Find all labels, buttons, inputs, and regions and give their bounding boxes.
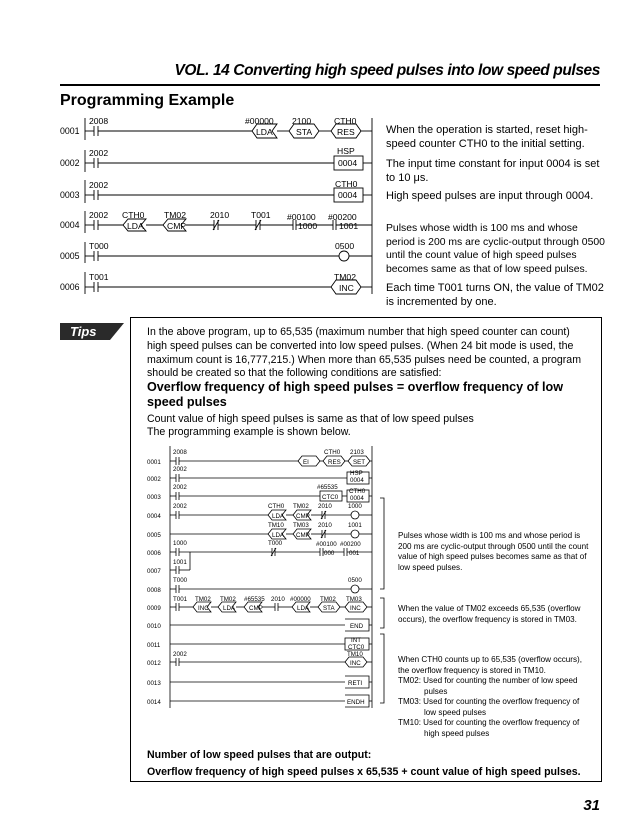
ladder2-label: T001 (173, 596, 188, 603)
ladder2-label: 1000 (173, 540, 187, 547)
ladder2-label: CTC0 (322, 494, 339, 501)
ladder2-label: 2103 (350, 449, 364, 456)
ladder2-label: #00100 (316, 541, 337, 548)
ladder2-label: CTH0 (268, 503, 285, 510)
ladder1-label: TM02 (334, 272, 356, 282)
ladder2-label: TM03 (293, 522, 309, 529)
ladder2-label: #00000 (290, 596, 311, 603)
ladder2-label: TM02 (220, 596, 236, 603)
header-title: VOL. 14 Converting high speed pulses into low speed pulses (174, 62, 600, 79)
ladder2-label: 2002 (173, 503, 187, 510)
ladder2-step: 0008 (147, 587, 161, 594)
note-tm10-usage: TM10: Used for counting the overflow frequency of high speed pulses (398, 718, 580, 738)
ladder2-label: 1001 (173, 559, 187, 566)
ladder2-label: STA (323, 605, 335, 612)
note-cth0-line: When CTH0 counts up to 65,535 (overflow occurs), the overflow frequency is stored in TM10. (398, 655, 582, 675)
ladder2-label: T000 (268, 540, 283, 547)
ladder2-label: TM10 (268, 522, 284, 529)
ladder1-label: #00000 (245, 116, 274, 126)
ladder2-step: 0011 (147, 642, 161, 649)
ladder2-step: 0003 (147, 494, 161, 501)
ladder1-step-0001: 0001 (60, 126, 80, 136)
ladder2-label: TM02 (293, 503, 309, 510)
ladder2-label: LDA (297, 605, 310, 612)
ladder1-label: CTH0 (122, 210, 145, 220)
ladder2-label: EI (303, 459, 309, 466)
ladder1-label: INC (339, 283, 354, 293)
ladder2-label: 001 (349, 550, 360, 557)
ladder1-label: LDA (256, 127, 273, 137)
ladder1-label: CMP (167, 221, 187, 231)
ladder1-label: 2008 (89, 116, 109, 126)
ladder2-step: 0002 (147, 476, 161, 483)
ladder2-step: 0010 (147, 623, 161, 630)
page-number: 31 (583, 797, 600, 814)
ladder2-label: TM03 (346, 596, 362, 603)
ladder1-label: 2002 (89, 148, 109, 158)
ladder1-label: 0500 (335, 241, 355, 251)
description-rung-4: Pulses whose width is 100 ms and whose period is 200 ms are cyclic-output through 0500 until the count value of high speed pulses becomes same as that of low speed pulses. (386, 223, 605, 275)
ladder1-label: 0004 (338, 190, 358, 200)
description-rung-2: The input time constant for input 0004 is set to 10 μs. (386, 158, 600, 184)
ladder2-label: T000 (173, 577, 188, 584)
ladder2-label: 2002 (173, 484, 187, 491)
ladder2-label: INC (350, 660, 361, 667)
tips-subtext-line-2: The programming example is shown below. (147, 426, 351, 438)
ladder2-step: 0007 (147, 568, 161, 575)
ladder2-label: END (350, 623, 364, 630)
note-cth0-overflow (398, 655, 590, 739)
ladder1-label: RES (337, 127, 355, 137)
ladder1-label: HSP (337, 146, 355, 156)
ladder2-label: CTH0 (349, 488, 366, 495)
ladder2-step: 0006 (147, 550, 161, 557)
ladder2-label: 0004 (350, 477, 364, 484)
ladder2-label: RES (328, 459, 341, 466)
ladder2-label: LDA (272, 513, 285, 520)
ladder2-label: 2002 (173, 466, 187, 473)
ladder2-label: 2010 (271, 596, 285, 603)
ladder2-label: HSP (350, 470, 363, 477)
ladder2-label: LDA (272, 532, 285, 539)
ladder1-label: CTH0 (334, 116, 357, 126)
ladder2-label: INT (351, 637, 361, 644)
ladder1-step-0006: 0006 (60, 282, 80, 292)
ladder1-step-0004: 0004 (60, 220, 80, 230)
ladder2-label: TM02 (320, 596, 336, 603)
ladder2-label: LDA (223, 605, 236, 612)
ladder1-label: LDA (127, 221, 144, 231)
ladder1-label: T001 (251, 210, 271, 220)
ladder2-label: RETI (348, 680, 363, 687)
ladder2-label: 1001 (348, 522, 362, 529)
ladder2-label: TM02 (195, 596, 211, 603)
ladder1-label: T001 (89, 272, 109, 282)
tips-subtext-line-1: Count value of high speed pulses is same as that of low speed pulses (147, 413, 474, 425)
ladder2-label: #65535 (317, 484, 338, 491)
ladder1-step-0005: 0005 (60, 251, 80, 261)
ladder2-label: 2008 (173, 449, 187, 456)
ladder1-step-0002: 0002 (60, 158, 80, 168)
ladder2-label: 2002 (173, 651, 187, 658)
ladder2-step: 0014 (147, 699, 161, 706)
ladder1-label: T000 (89, 241, 109, 251)
note-tm03-usage: TM03: Used for counting the overflow frequency of low speed pulses (398, 697, 580, 717)
ladder1-label: STA (296, 127, 313, 137)
ladder2-step: 0004 (147, 513, 161, 520)
ladder1-label: 1001 (339, 221, 359, 231)
ladder2-label: 2010 (318, 503, 332, 510)
ladder1-label: #00200 (328, 212, 357, 222)
ladder1-label: 2002 (89, 180, 109, 190)
ladder1-label: 2010 (210, 210, 230, 220)
ladder2-label: CMP (296, 513, 310, 520)
ladder2-label: 1000 (348, 503, 362, 510)
ladder1-label: 2100 (292, 116, 312, 126)
ladder2-label: 0500 (348, 577, 362, 584)
tips-label: Tips (70, 324, 97, 339)
ladder2-step: 0009 (147, 605, 161, 612)
ladder2-label: TM10 (347, 651, 363, 658)
ladder2-label: INC (350, 605, 361, 612)
tips-bottom-line-1: Number of low speed pulses that are output: (147, 749, 372, 761)
ladder2-label: ENDH (347, 699, 365, 706)
note-cyclic-output: Pulses whose width is 100 ms and whose period is 200 ms are cyclic-output through 0500 until the count value of high speed pulses becomes same as that of low speed pulses. (398, 531, 589, 572)
ladder2-label: CTH0 (324, 449, 341, 456)
description-rung-1: When the operation is started, reset high-speed counter CTH0 to the initial setting. (386, 124, 588, 150)
ladder2-label: CMP (249, 605, 263, 612)
ladder1-step-0003: 0003 (60, 190, 80, 200)
section-title: Programming Example (60, 92, 235, 109)
ladder2-label: CTC0 (348, 644, 365, 651)
ladder1-label: TM02 (164, 210, 186, 220)
ladder2-step: 0005 (147, 532, 161, 539)
note-tm02-usage: TM02: Used for counting the number of low speed pulses (398, 676, 578, 696)
ladder2-label: SET (353, 459, 366, 466)
ladder2-step: 0012 (147, 660, 161, 667)
description-rung-3: High speed pulses are input through 0004. (386, 190, 594, 202)
ladder2-label: #00200 (340, 541, 361, 548)
ladder2-label: #65535 (244, 596, 265, 603)
ladder1-label: 1000 (298, 221, 318, 231)
ladder1-label: 2002 (89, 210, 109, 220)
tips-bottom-line-2: Overflow frequency of high speed pulses x 65,535 + count value of high speed pulses. (147, 766, 581, 778)
ladder1-label: #00100 (287, 212, 316, 222)
tips-intro: In the above program, up to 65,535 (maximum number that high speed counter can count) high speed pulses can be converted into low speed pulses. (When 24 bit mode is used, the maximum count is 16,777,215.) When more than 65,535 pulses need be counted, a program should be created so that the following conditions are satisfied: (147, 326, 582, 380)
ladder2-step: 0013 (147, 680, 161, 687)
description-rung-6: Each time T001 turns ON, the value of TM02 is incremented by one. (386, 282, 604, 308)
tips-headline: Overflow frequency of high speed pulses = overflow frequency of low speed pulses (147, 380, 564, 409)
ladder1-label: 0004 (338, 158, 358, 168)
ladder2-label: 000 (324, 550, 335, 557)
note-tm02-overflow: When the value of TM02 exceeds 65,535 (overflow occurs), the overflow frequency is stored in TM03. (398, 604, 581, 624)
ladder2-label: CMP (296, 532, 310, 539)
ladder1-label: CTH0 (335, 179, 358, 189)
ladder2-label: 0004 (350, 495, 364, 502)
ladder2-label: INC (198, 605, 209, 612)
ladder2-step: 0001 (147, 459, 161, 466)
ladder2-label: 2010 (318, 522, 332, 529)
